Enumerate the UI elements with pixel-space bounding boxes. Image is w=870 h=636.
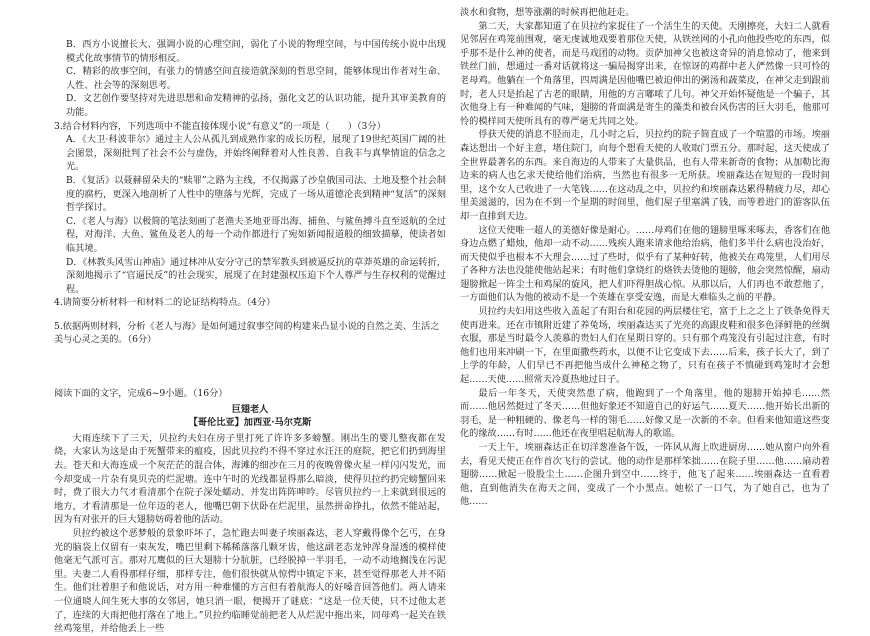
q2-option-c: C．精彩的故事空间，有张力的情感空间直接造就深刻的哲思空间，能够体现出作者对生命、人性、社会等的深刻思考。 (66, 66, 446, 91)
q4-stem: 4.请简要分析材料一和材料二的论证结构特点。（4分） (54, 297, 276, 309)
reading-instruction: 阅读下面的文字，完成6~9小题。（16分） (54, 388, 228, 400)
q3-option-c: C．《老人与海》以极简的笔法刻画了老渔夫圣地亚哥出海、捕鱼、与鲨鱼搏斗直至返航的全过程，对海洋、大鱼、鲨鱼及老人的每一个动作都进行了宛如新闻报道般的细致描摹，使读者如临其境。 (66, 215, 446, 254)
story-paragraph: 俘获天使的消息不胫而走，几小时之后，贝拉约的院子简直成了一个喧嚣的市场。埃丽森达想出一个好主意，堵住院门，向每个想看天使的人收取门票五分。那时起，这天使成了全世界最著名的东西。来自海边的人带来了大量供品，也有人带来新奇的食物；从加勒比海边来的病人也乞求天使给他们治病，当然也有很多一无所获。埃丽森达在短短的一段时间里，这个女人已收进了一大笔钱……在这动乱之中，贝拉约和埃丽森达累得精疲力尽，却心里美滋滋的，因为在不到一个星期的时间里，他们屋子里塞满了钱，而等着进门的游客队伍却一直排到天边。 (460, 129, 830, 222)
story-paragraph: 贝拉约夫妇用这些收入盖起了有阳台和花园的两层楼住宅，富于上之之上了铁条免得天使再进来。还在市镇附近建了养兔场，埃丽森达买了光亮的高跟皮鞋和很多色泽鲜艳的丝绸衣服，那是当时最令人羡慕的贵妇人们在星期日穿的。只有那个鸡笼没有引起过注意，有时他们也用来冲刷一下，在里面撒些药水，以便不让它变成下去……后来，孩子长大了，到了上学的年龄，人们早已不再把他当成什么神秘之物了，只有在孩子不慎碰到鸡笼时才会想起……天使……照常天冷夏热地过日子。 (460, 306, 830, 386)
right-column (460, 6, 830, 509)
q2-option-b: B．西方小说擅长大、强调小说的心理空间，弱化了小说的物理空间，与中国传统小说中出现模式化故事情节的情形相反。 (66, 39, 446, 64)
story-paragraph: 一天上午，埃丽森达正在切洋葱准备午饭，一阵风从海上吹进厨房……她从窗户向外看去，看见天使正在作首次飞行的尝试。他的动作是那样笨拙……在院子里……他……扇动着翅膀……掀起一股股尘土……企图升到空中……终于，他飞了起来……埃丽森达一直看着他，直到他消失在海天之间，变成了一个小黑点。她松了一口气，为了她自己，也为了他…… (460, 442, 830, 508)
q5-stem: 5.依据两则材料，分析《老人与海》是如何通过叙事空间的构建来凸显小说的自然之美、生活之美与心灵之美的。（6分） (54, 320, 440, 346)
story-byline: 【哥伦比亚】加西亚·马尔克斯 (188, 417, 312, 429)
q3-option-a: A．《大卫·科波菲尔》通过主人公从孤儿到成熟作家的成长历程，展现了19世纪英国广阔的社会图景，深刻批判了社会不公与虚伪，并始终阐释着对人性良善、自我丰与真挚情谊的信念之光。 (66, 134, 446, 173)
story-paragraph: 第二天，大家都知道了在贝拉约家捉住了一个活生生的天使。天刚擦亮，大妇二人就看见邻居在鸡笼前围观，毫无虔诚地戏要着那位天使，从铁丝网的小孔向他投些吃的东西，似乎那不是什么神的使者，而是马戏团的动物。贡萨加神父也被这奇异的消息惊动了，他来到铁丝门前，想通过一番对话就将这一骗局揭穿出来，在惊讶的鸡群中老人俨然像一只可怜的老母鸡。他躺在一个角落里，四周满是因他嘴巴被迫伸出的粥汤和蔬菜皮，在神父走到跟前时，老人只是抬起了古老的眼睛，用他的方言嘟哝了几句。神父开始怀疑他是一个骗子，其次他身上有一种难闻的气味，翅膀的背面满是寄生的藻类和被台风伤害的巨大羽毛，他那可怜的模样同天使所具有的尊严毫无共同之处。 (460, 20, 830, 127)
q3-stem: 3.结合材料内容，下列选项中不能直接体现小说“有意义”的一项是（ ）（3分） (54, 120, 386, 132)
q2-option-d: D．文艺创作要坚持对先进思想和命发精神的弘扬，强化文艺的认识功能，提升其审美教育的功能。 (66, 93, 446, 118)
q3-option-b: B．《复活》以聂赫留朵夫的“赎罪”之路为主线，不仅揭露了沙皇俄国司法、土地及整个社会制度的腐朽，更深入地剖析了人性中的堕落与光辉，完成了一场从道德沦丧到精神“复活”的深刻哲学探讨。 (66, 174, 446, 214)
left-column (54, 38, 446, 636)
story-paragraph: 这位天使唯一超人的美德好像是耐心。……母鸡们在他的翅膀里啄来啄去，香客们在他身边点燃了蜡烛，他却一动不动……残疾人跑来请求他给治病，他们多半什么病也没治好，而天使似乎也根本不大理会……过了些时，似乎有了某种好转，他被关在鸡笼里，人们用尽了各种方法也没能使他站起来；有时他们拿烧红的烙铁去烫他的翅膀，他会突然惊醒，扇动翅膀掀起一阵尘土和鸡屎的旋风，把人们吓得胆战心惊。从那以后，人们再也不敢惹他了，一方面他们认为他的被动不是一个英雄在享受安逸，而是大难临头之前的平静。 (460, 224, 830, 304)
story-paragraph: 大雨连续下了三天，贝拉约夫妇在房子里打死了许许多多螃蟹。刚出生的婴儿整夜都在发烧，大家认为这是由于死蟹带来的瘟疫，因此贝拉约不得不穿过水汪汪的庭院，把它们扔到海里去。苍天和大海连成一个灰茫茫的混合体，海滩的细沙在三月的夜晚曾像火星一样闪闪发光，而今却变成一片杂有臭贝壳的烂泥塘。连中午时的光线都显得那么暗淡，使得贝拉约扔完螃蟹回来时，费了很大力气才看清那个在院子深处蠕动、并发出阵阵呻吟。尽管贝拉约一上来就到很远的地方，才看清那是一位年迈的老人，他嘴巴朝下伏卧在烂泥里，虽然拼命挣扎，依然不能站起，因为有对张开的巨大翅膀妨碍着他的活动。 (54, 432, 446, 526)
story-paragraph: 淡水和食物，想等涨潮的时候再把他赶走。 (460, 7, 635, 18)
story-paragraph: 最后一年冬天，天使突然患了病，他跑到了一个角落里，他的翅膀开始掉毛……然而……他居然挺过了冬天……但他好象还不知道自己的好运气……夏天……他开始长出新的羽毛，是一种粗硬的、像老鸟一样的翎毛……好像又是一次新的不幸。但看来他知道这些变化的缘故……有时……他还在夜里唱起航海人的歌谣。 (460, 387, 830, 440)
story-paragraph: 贝拉约被这个恶梦般的景象吓坏了，急忙跑去叫妻子埃丽森达，老人穿戴得像个乞丐，在身光的脑袋上仅留有一束灰发，嘴巴里剩下稀稀落落几颗牙齿，他这副老态龙钟浑身湿透的模样使他毫无气派可言。那对兀鹰似的巨大翅膀十分肮脏，已经脱掉一半羽毛，一动不动地搁浅在污泥里。夫妻二人看得那样仔细，那样专注，他们很快就从惊愕中镇定下来，甚至觉得那老人并不陌生。他们壮着胆子和他说话，对方用一种难懂的方言但有着航海人的好嗓音回答他们。两人请来一位通晓人间生死大事的女邻居，她只消一眼，便揭开了谜底：“这是一位天使，只不过他太老了，连续的大雨把他打落在了地上。”贝拉约临睡觉前把老人从烂泥中拖出来，同母鸡一起关在铁丝鸡笼里，并给他丢上一些 (54, 528, 446, 635)
q3-option-d: D．《林教头风雪山神庙》通过林冲从安分守己的禁军教头到被逼反抗的草莽英雄的命运转折，深刻地揭示了“官逼民反”的社会现实，展现了在封建强权压迫下个人尊严与生存权利的觉醒过程。 (66, 256, 446, 295)
story-title: 巨翅老人 (231, 403, 269, 415)
